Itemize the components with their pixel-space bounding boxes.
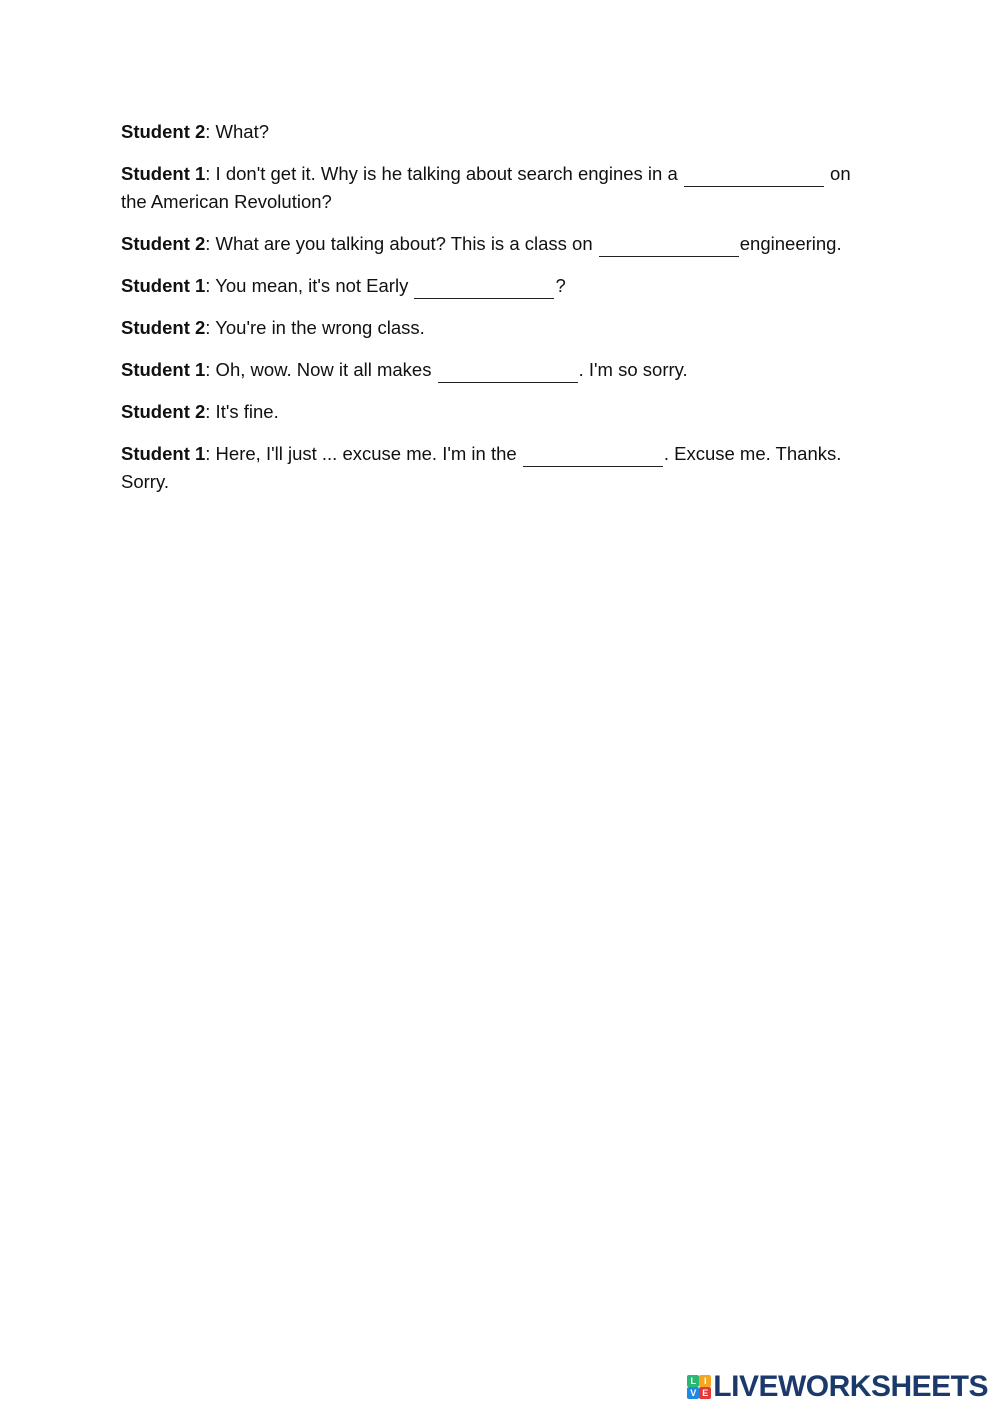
dialogue-line	[121, 272, 881, 300]
dialogue-text: ?	[555, 275, 566, 296]
worksheet-body	[121, 118, 881, 510]
dialogue-line	[121, 160, 881, 216]
dialogue-line	[121, 356, 881, 384]
logo-letter: E	[699, 1387, 711, 1399]
dialogue-line	[121, 118, 881, 146]
liveworksheets-logo-icon	[687, 1375, 711, 1399]
speaker-label: Student 2	[121, 121, 206, 142]
speaker-label: Student 1	[121, 163, 206, 184]
answer-blank-5[interactable]	[523, 444, 663, 467]
brand-wordmark: LIVEWORKSHEETS	[713, 1370, 988, 1403]
answer-blank-4[interactable]	[438, 360, 578, 383]
liveworksheets-brand	[687, 1370, 988, 1404]
dialogue-text: on the American Revolution?	[121, 163, 851, 212]
speaker-label: Student 2	[121, 233, 206, 254]
logo-letter: I	[699, 1375, 711, 1387]
speaker-label: Student 2	[121, 317, 206, 338]
dialogue-text: . Excuse me. Thanks. Sorry.	[121, 443, 842, 492]
logo-letter: L	[687, 1375, 699, 1387]
dialogue-text: : You're in the wrong class.	[205, 317, 425, 338]
dialogue-text: : Oh, wow. Now it all makes	[205, 359, 437, 380]
logo-letter: V	[687, 1387, 699, 1399]
dialogue-text: : It's fine.	[205, 401, 279, 422]
dialogue-line	[121, 398, 881, 426]
dialogue-text: engineering.	[739, 233, 842, 254]
answer-blank-3[interactable]	[414, 276, 554, 299]
speaker-label: Student 1	[121, 443, 206, 464]
speaker-label: Student 1	[121, 359, 206, 380]
dialogue-line	[121, 440, 881, 496]
dialogue-text: : I don't get it. Why is he talking about search engines in a	[205, 163, 683, 184]
dialogue-text: : What are you talking about? This is a class on	[205, 233, 598, 254]
dialogue-line	[121, 230, 881, 258]
speaker-label: Student 2	[121, 401, 206, 422]
answer-blank-2[interactable]	[599, 234, 739, 257]
dialogue-text: : What?	[205, 121, 270, 142]
dialogue-text: . I'm so sorry.	[578, 359, 688, 380]
dialogue-text: : Here, I'll just ... excuse me. I'm in the	[205, 443, 522, 464]
dialogue-text: : You mean, it's not Early	[205, 275, 414, 296]
dialogue-line	[121, 314, 881, 342]
speaker-label: Student 1	[121, 275, 206, 296]
answer-blank-1[interactable]	[684, 164, 824, 187]
